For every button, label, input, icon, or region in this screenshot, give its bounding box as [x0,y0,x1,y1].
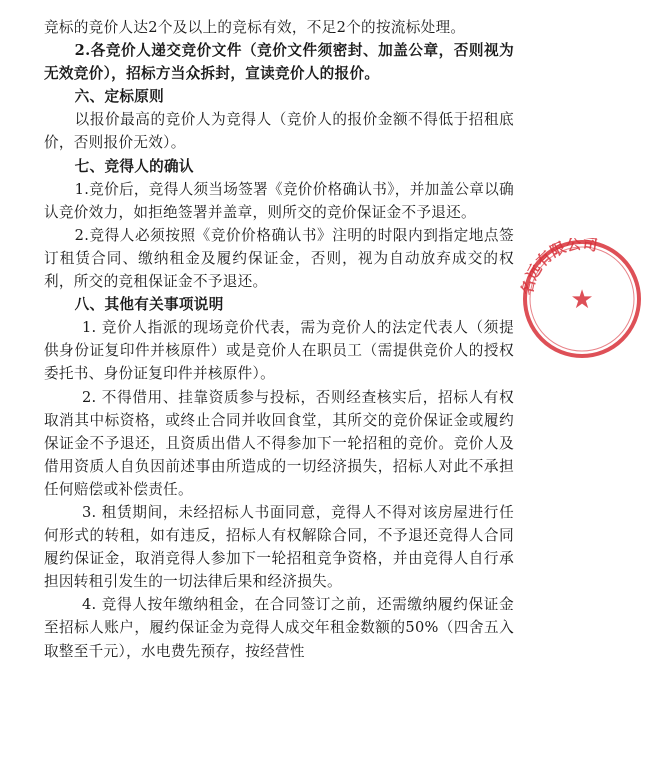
paragraph-notes-1: 1. 竞价人指派的现场竞价代表，需为竞价人的法定代表人（须提供身份证复印件并核原件）或是竞价人在职员工（需提供竞价人的授权委托书、身份证复印件并核原件）。 [44,319,514,383]
paragraph-notes-4: 4. 竞得人按年缴纳租金，在合同签订之前，还需缴纳履约保证金至招标人账户，履约保证金为竞得人成交年租金数额的50%（四舍五入取整至千元），水电费先预存，按经营性 [44,596,514,660]
paragraph-award-principle: 以报价最高的竞价人为竞得人（竞价人的报价金额不得低于招租底价，否则报价无效）。 [44,111,514,152]
heading-section-6: 六、定标原则 [74,88,165,106]
seal-icon [512,238,652,360]
heading-section-7: 七、竞得人的确认 [74,157,194,175]
paragraph-confirmation-2: 2.竞得人必须按照《竞价价格确认书》注明的时限内到指定地点签订租赁合同、缴纳租金及履约保证金，否则，视为自动放弃成交的权利，所交的竞租保证金不予退还。 [44,226,514,291]
paragraph-bid-submission: 2.各竞价人递交竞价文件（竞价文件须密封、加盖公章，否则视为无效竞价），招标方当众拆封，宣读竞价人的报价。 [44,42,514,83]
document-body [44,16,514,663]
paragraph-bid-validity: 竞标的竞价人达2个及以上的竞标有效，不足2个的按流标处理。 [44,19,466,36]
company-seal-stamp [512,238,599,360]
paragraph-notes-3: 3. 租赁期间，未经招标人书面同意，竞得人不得对该房屋进行任何形式的转租，如有违反，招标人有权解除合同，不予退还竞得人合同履约保证金，取消竞得人参加下一轮招租竞争资格，并由竞得人自行承担因转租引发生的一切法律后果和经济损失。 [44,503,514,591]
paragraph-confirmation-1: 1.竞价后，竞得人须当场签署《竞价价格确认书》，并加盖公章以确认竞价效力，如拒绝签署并盖章，则所交的竞价保证金不予退还。 [44,180,514,221]
seal-text: 名远有限公司 [517,238,599,297]
heading-section-8: 八、其他有关事项说明 [74,296,224,314]
paragraph-notes-2: 2. 不得借用、挂靠资质参与投标，否则经查核实后，招标人有权取消其中标资格，或终止合同并收回食堂，其所交的竞价保证金或履约保证金不予退还，且资质出借人不得参加下一轮招租的竞价。竞价人及借用资质人自负因前述事由所造成的一切经济损失，招标人对此不承担任何赔偿或补偿责任。 [44,388,514,498]
svg-text:★: ★ [570,285,594,315]
